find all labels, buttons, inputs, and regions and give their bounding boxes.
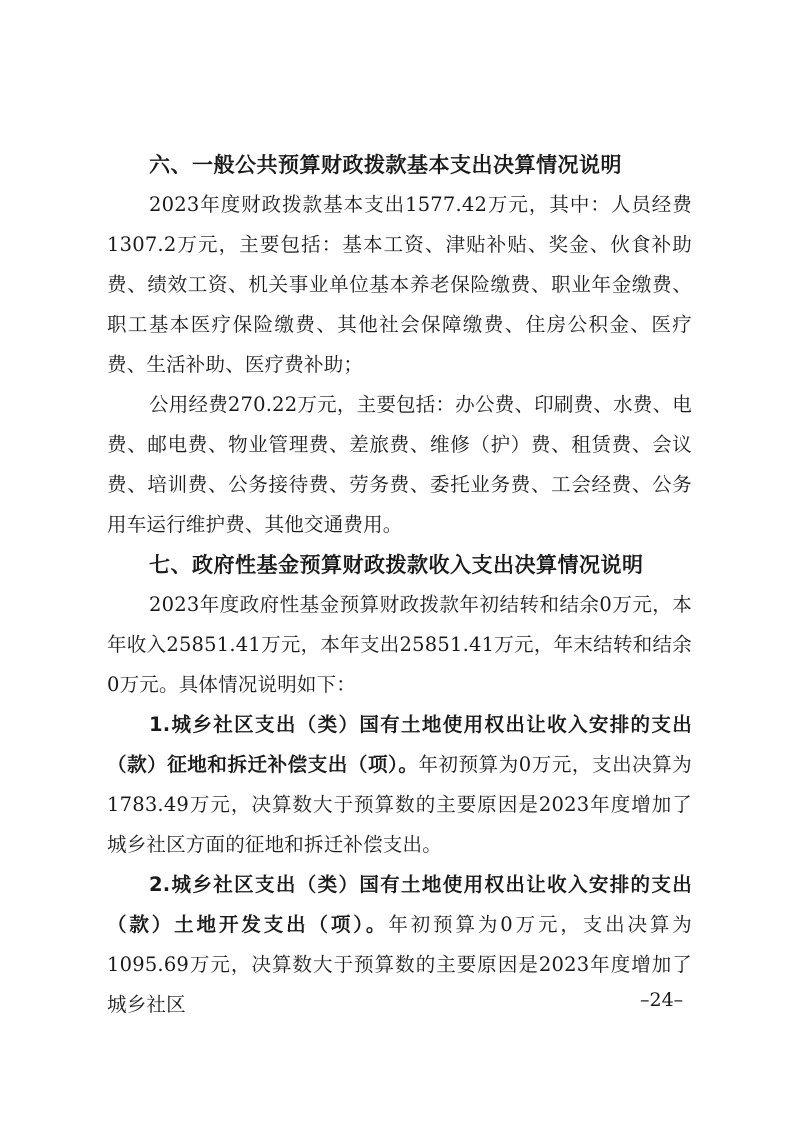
document-body [107, 145, 692, 1025]
paragraph-item-2 [107, 865, 692, 1025]
paragraph-fund-overview [107, 585, 692, 705]
paragraph-text: 年初预算为0万元，支出决算为1095.69万元，决算数大于预算数的主要原因是2023年度增加了城乡社区 [107, 913, 692, 1016]
section-heading-6: 六、一般公共预算财政拨款基本支出决算情况说明 [149, 153, 622, 177]
paragraph-basic-expenditure [107, 185, 692, 385]
paragraph-item-1 [107, 705, 692, 865]
paragraph-public-expenses [107, 385, 692, 545]
paragraph-lead: 2.城乡社区支出（类）国有土地使用权出让收入安排的支出（款）土地开发支出（项）。 [107, 873, 692, 936]
paragraph-text: 2023年度财政拨款基本支出1577.42万元，其中：人员经费1307.2万元，主要包括：基本工资、津贴补贴、奖金、伙食补助费、绩效工资、机关事业单位基本养老保险缴费、职业年金缴费、职工基本医疗保险缴费、其他社会保障缴费、住房公积金、医疗费、生活补助、医疗费补助； [107, 193, 692, 376]
paragraph-text: 2023年度政府性基金预算财政拨款年初结转和结余0万元，本年收入25851.41万元，本年支出25851.41万元，年末结转和结余0万元。具体情况说明如下： [107, 593, 692, 696]
paragraph-lead: 1.城乡社区支出（类）国有土地使用权出让收入安排的支出（款）征地和拆迁补偿支出（项）。 [107, 713, 692, 776]
page-number: –24– [640, 989, 684, 1011]
paragraph-text: 公用经费270.22万元，主要包括：办公费、印刷费、水费、电费、邮电费、物业管理费、差旅费、维修（护）费、租赁费、会议费、培训费、公务接待费、劳务费、委托业务费、工会经费、公务用车运行维护费、其他交通费用。 [107, 393, 692, 536]
paragraph-text: 年初预算为0万元，支出决算为1783.49万元，决算数大于预算数的主要原因是2023年度增加了城乡社区方面的征地和拆迁补偿支出。 [107, 753, 692, 856]
section-heading-7: 七、政府性基金预算财政拨款收入支出决算情况说明 [149, 553, 644, 577]
